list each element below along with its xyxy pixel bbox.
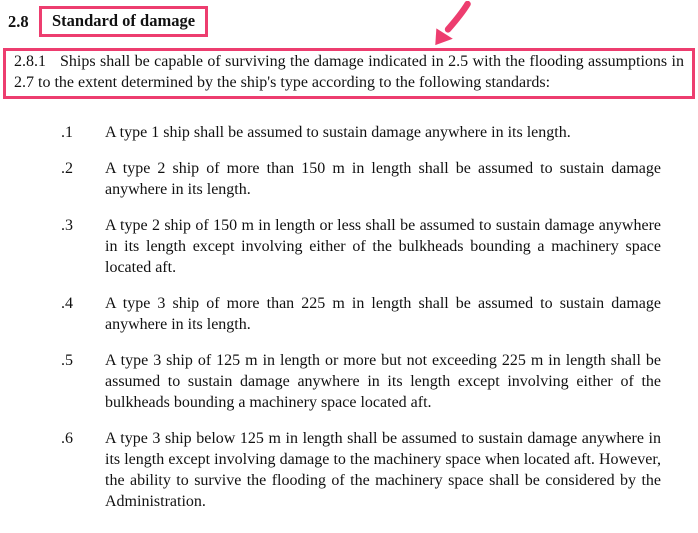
section-number: 2.8: [8, 11, 29, 31]
list-item-3: [61, 215, 698, 278]
item-text: A type 1 ship shall be assumed to sustain damage anywhere in its length.: [105, 124, 571, 141]
item-marker: .3: [61, 217, 73, 234]
intro-paragraph: [14, 52, 684, 93]
item-marker: .2: [61, 160, 73, 177]
paragraph-number: 2.8.1: [14, 53, 46, 70]
item-text: A type 2 ship of 150 m in length or less shall be assumed to sustain damage anywhere in its length except involving either of the bulkheads bounding a machinery space located aft.: [105, 217, 661, 276]
item-text: A type 3 ship of 125 m in length or more but not exceeding 225 m in length shall be assumed to sustain damage anywhere in its length except involving either of the bulkheads bounding a machinery space located aft.: [105, 352, 661, 411]
standards-list: [0, 122, 698, 512]
paragraph-text: Ships shall be capable of surviving the damage indicated in 2.5 with the flooding assumptions in 2.7 to the extent determined by the ship's type according to the following standards:: [14, 53, 684, 91]
item-marker: .5: [61, 352, 73, 369]
section-header: [8, 6, 698, 37]
list-item-4: [61, 293, 698, 335]
annotation-arrow-icon: [422, 1, 474, 48]
list-item-1: [61, 122, 698, 143]
highlight-box-title: [39, 6, 208, 37]
item-marker: .4: [61, 295, 73, 312]
list-item-2: [61, 158, 698, 200]
highlight-box-paragraph: [3, 48, 695, 99]
item-marker: .1: [61, 124, 73, 141]
item-text: A type 3 ship below 125 m in length shall be assumed to sustain damage anywhere in its length except involving damage to the machinery space when located aft. However, the ability to survive the flooding of the machinery space shall be considered by the Administration.: [105, 430, 661, 510]
list-item-6: [61, 428, 698, 512]
section-title: Standard of damage: [52, 11, 196, 30]
item-marker: .6: [61, 430, 73, 447]
arrow-down-left-icon: [422, 1, 474, 48]
list-item-5: [61, 350, 698, 413]
item-text: A type 2 ship of more than 150 m in length shall be assumed to sustain damage anywhere in its length.: [105, 160, 661, 198]
item-text: A type 3 ship of more than 225 m in length shall be assumed to sustain damage anywhere in its length.: [105, 295, 661, 333]
